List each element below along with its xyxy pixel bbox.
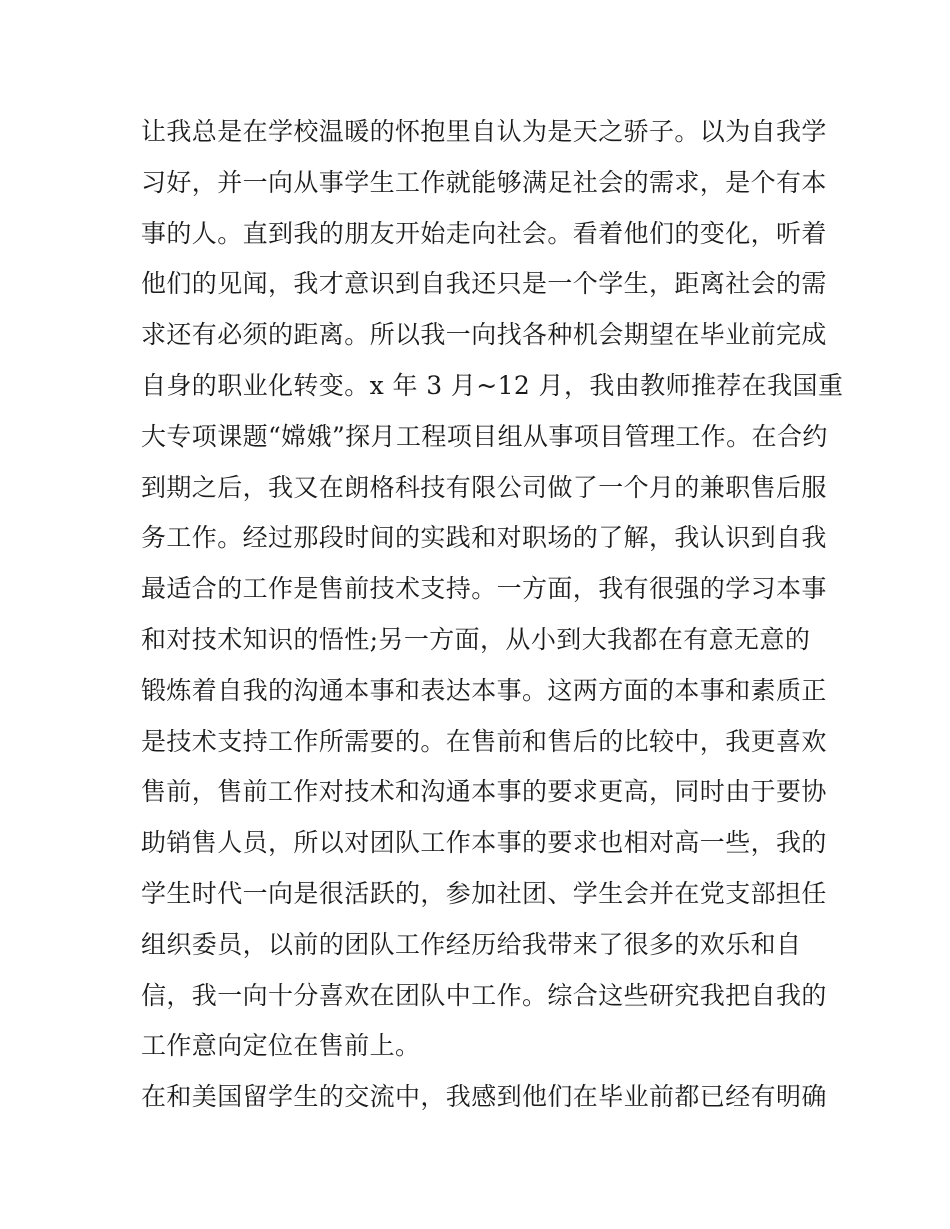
body-text bbox=[141, 107, 844, 1123]
paragraph-1 bbox=[141, 107, 844, 1072]
text-line: 最适合的工作是售前技术支持。一方面，我有很强的学习本事 bbox=[141, 574, 827, 604]
text-line: 学生时代一向是很活跃的，参加社团、学生会并在党支部担任 bbox=[141, 878, 827, 908]
text-line: 大专项课题“嫦娥”探月工程项目组从事项目管理工作。在合约 bbox=[141, 421, 828, 451]
text-line: 组织委员，以前的团队工作经历给我带来了很多的欢乐和自 bbox=[141, 929, 802, 959]
text-line: 务工作。经过那段时间的实践和对职场的了解，我认识到自我 bbox=[141, 523, 827, 553]
text-line: 他们的见闻，我才意识到自我还只是一个学生，距离社会的需 bbox=[141, 269, 827, 299]
text-line: 让我总是在学校温暖的怀抱里自认为是天之骄子。以为自我学 bbox=[141, 117, 827, 146]
paragraph-2 bbox=[141, 1072, 841, 1123]
text-line: 助销售人员，所以对团队工作本事的要求也相对高一些，我的 bbox=[141, 828, 827, 858]
text-line: 是技术支持工作所需要的。在售前和售后的比较中，我更喜欢 bbox=[141, 726, 827, 756]
text-line: 和对技术知识的悟性;另一方面，从小到大我都在有意无意的 bbox=[141, 624, 811, 654]
text-line: 习好，并一向从事学生工作就能够满足社会的需求，是个有本 bbox=[141, 167, 827, 197]
text-line: 售前，售前工作对技术和沟通本事的要求更高，同时由于要协 bbox=[141, 777, 827, 807]
text-line: 工作意向定位在售前上。 bbox=[141, 1031, 421, 1061]
text-line: 信，我一向十分喜欢在团队中工作。综合这些研究我把自我的 bbox=[141, 980, 827, 1010]
text-line: 求还有必须的距离。所以我一向找各种机会期望在毕业前完成 bbox=[141, 320, 827, 350]
text-line: 事的人。直到我的朋友开始走向社会。看着他们的变化，听着 bbox=[141, 218, 827, 248]
text-line: 到期之后，我又在朗格科技有限公司做了一个月的兼职售后服 bbox=[141, 472, 827, 502]
text-line: 在和美国留学生的交流中，我感到他们在毕业前都已经有明确 bbox=[141, 1082, 827, 1112]
text-line: 锻炼着自我的沟通本事和表达本事。这两方面的本事和素质正 bbox=[141, 675, 827, 705]
text-line: 自身的职业化转变。x 年 3 月~12 月，我由教师推荐在我国重 bbox=[141, 370, 844, 400]
